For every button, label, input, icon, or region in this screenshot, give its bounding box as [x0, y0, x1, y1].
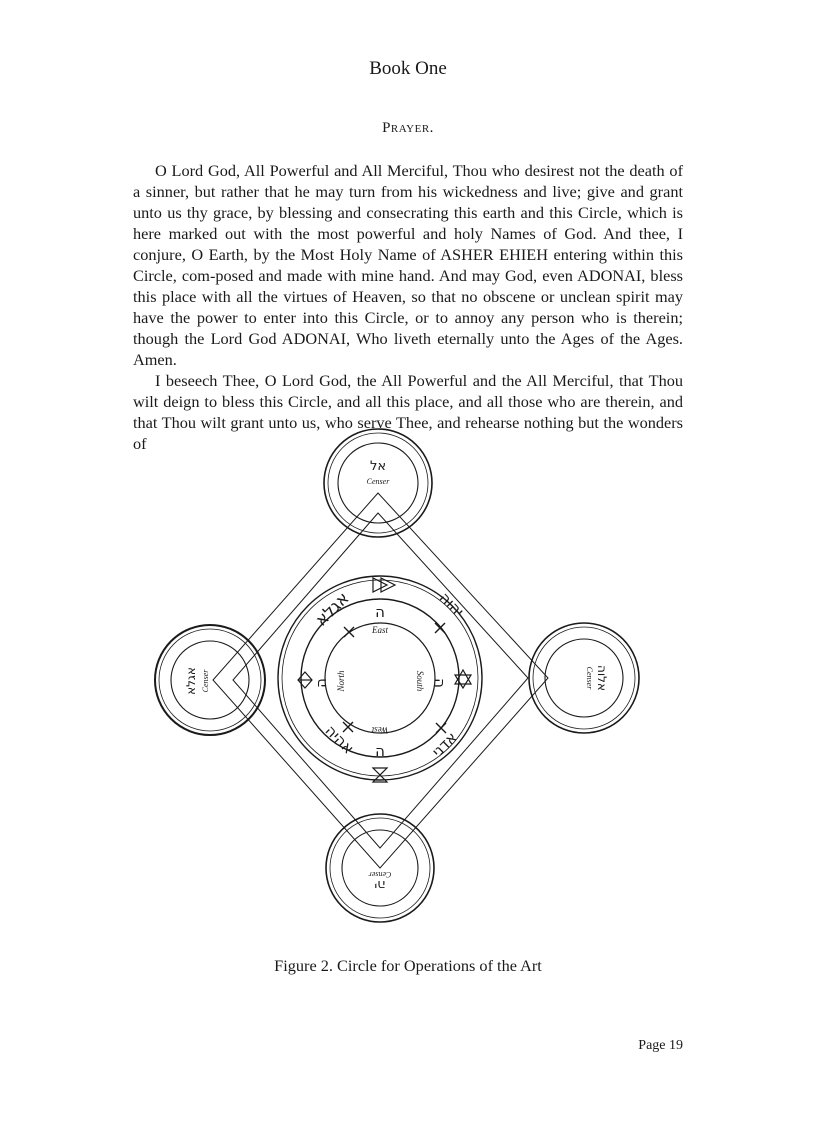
inner-letter-north: ה: [312, 678, 330, 688]
diamond-lines: [213, 493, 548, 868]
running-head: Book One: [369, 58, 447, 79]
paragraph: I beseech Thee, O Lord God, the All Powerful and the All Merciful, that Thou wilt deign to bless this Circle, and all this place, and all those who are therein, and that Thou wilt grant unto us, who serve Thee, and rehearse nothing but the wonders of: [133, 371, 683, 453]
section-heading: Prayer.: [382, 120, 434, 136]
east-pentacle: [373, 578, 395, 592]
censer-bottom-label: Censer: [368, 870, 392, 879]
censer-right: [529, 623, 639, 733]
central-circle: [278, 576, 482, 782]
body-text: [133, 160, 683, 454]
direction-south-label: South: [415, 670, 425, 692]
circle-diagram: [130, 425, 686, 925]
censer-bottom-name: יה: [374, 877, 386, 892]
censer-left-name: אגלא: [184, 667, 198, 695]
south-hexagram: [455, 670, 471, 688]
direction-west-label: West: [371, 725, 389, 735]
censer-top-name: אל: [369, 459, 387, 474]
censer-right-name: אלוה: [595, 665, 609, 691]
ring-name-upper-left: אגלא: [311, 588, 354, 631]
ring-name-lower-right: אדני: [428, 728, 461, 761]
inner-letter-west: ה: [375, 742, 385, 760]
ring-name-upper-right: יהוה: [435, 588, 468, 621]
figure-caption: Figure 2. Circle for Operations of the Art: [274, 956, 542, 975]
ring-crosses: [343, 623, 446, 733]
inner-letter-south: ה: [431, 678, 449, 688]
inner-letter-east: ה: [375, 603, 385, 621]
paragraph: O Lord God, All Powerful and All Merciful, Thou who desirest not the death of a sinner, but rather that he may turn from his wickedness and live; give and grant unto us thy grace, by blessing and consecrating this earth and this Circle, which is here marked out with the most powerful and holy Names of God. And thee, I conjure, O Earth, by the Most Holy Name of ASHER EHIEH entering within this Circle, com-posed and made with mine hand. And may God, even ADONAI, bless this place with all the virtues of Heaven, so that no obscene or unclean spirit may have the power to enter into this Circle, or to annoy any person who is therein; though the Lord God ADONAI, Who liveth eternally unto the Ages of the Ages. Amen.: [133, 161, 683, 369]
page-number: Page 19: [638, 1038, 683, 1053]
ring-name-lower-left: אהיה: [321, 721, 358, 758]
censer-right-label: Censer: [585, 666, 594, 690]
north-pentacle: [298, 672, 312, 688]
censer-top: [324, 429, 432, 537]
censer-top-label: Censer: [366, 477, 390, 486]
censer-left: [155, 625, 265, 735]
direction-north-label: North: [336, 670, 346, 692]
censer-left-label: Censer: [201, 669, 210, 693]
direction-east-label: East: [371, 625, 389, 635]
magic-circle-figure: [130, 425, 686, 925]
